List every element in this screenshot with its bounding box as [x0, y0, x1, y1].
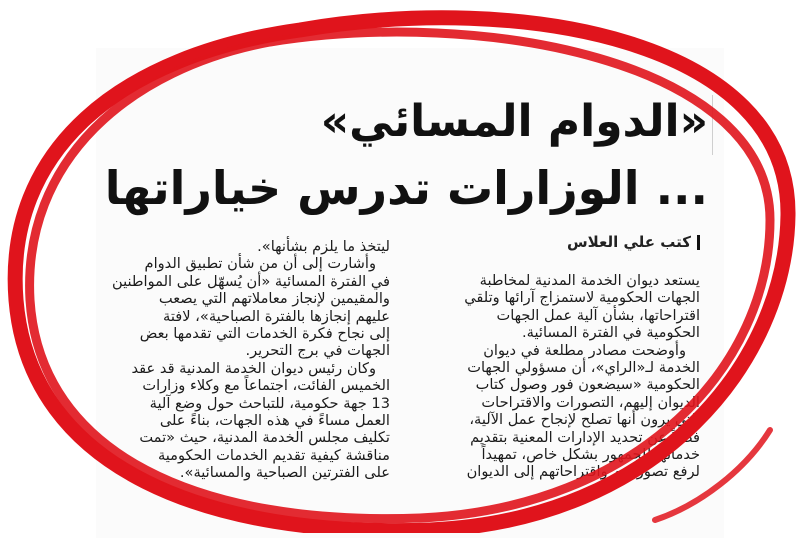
text-line: العمل مساءً في هذه الجهات، بناءً على [159, 412, 390, 430]
text-line: مناقشة كيفية تقديم الخدمات الحكومية [157, 446, 390, 464]
text-line: الديوان إليهم، التصورات والاقتراحات [481, 393, 700, 411]
text-line: الجهات في برج التحرير. [245, 342, 390, 360]
text-line: يستعد ديوان الخدمة المدنية لمخاطبة [479, 272, 700, 289]
article-column-right [430, 272, 700, 481]
text-line: لرفع تصوراتهم واقتراحاتهم إلى الديوان [466, 463, 700, 481]
text-line: إلى نجاح فكرة الخدمات التي تقدمها بعض [139, 325, 390, 343]
text-line: عليهم إنجازها بالفترة الصباحية»، لافتة [163, 307, 390, 325]
text-line: الحكومية «سيضعون فور وصول كتاب [475, 376, 700, 394]
text-line: الخميس الفائت، اجتماعاً مع وكلاء وزارات [142, 377, 390, 395]
text-line: 13 جهة حكومية، للتباحث حول وضع آلية [149, 394, 390, 412]
text-line: ليتخذ ما يلزم بشأنها». [257, 238, 390, 255]
byline [567, 233, 700, 251]
column-divider [712, 95, 713, 155]
article-column-left [94, 238, 390, 482]
text-line: والمقيمين لإنجاز معاملاتهم التي يصعب [158, 290, 390, 308]
text-line: التي يرون أنها تصلح لإنجاح عمل الآلية، [469, 411, 700, 429]
text-line: وأشارت إلى أن من شأن تطبيق الدوام [144, 255, 376, 273]
text-line: فضلاً عن تحديد الإدارات المعنية بتقديم [470, 428, 700, 446]
text-line: في الفترة المسائية «أن يُسهّل على المواطنين [112, 272, 390, 290]
text-line: وكان رئيس ديوان الخدمة المدنية قد عقد [131, 359, 376, 377]
text-line: الخدمة لـ«الراي»، أن مسؤولي الجهات [467, 359, 700, 377]
text-line: الحكومية في الفترة المسائية. [522, 324, 700, 342]
byline-bar-icon [697, 235, 700, 250]
byline-text: كتب علي العلاس [566, 233, 691, 251]
text-line: اقتراحاتها، بشأن آلية عمل الجهات [496, 306, 700, 324]
text-line: تكليف مجلس الخدمة المدنية، حيث «تمت [139, 429, 390, 447]
text-line: الجهات الحكومية لاستمزاج آرائها وتلقي [464, 289, 700, 307]
headline-line-1: «الدوام المسائي» [320, 96, 708, 147]
headline-line-2: ... الوزارات تدرس خياراتها [104, 161, 708, 215]
text-line: وأوضحت مصادر مطلعة في ديوان [483, 341, 686, 359]
text-line: على الفترتين الصباحية والمسائية». [179, 464, 390, 482]
text-line: خدماتها للجمهور بشكل خاص، تمهيداً [481, 446, 700, 464]
